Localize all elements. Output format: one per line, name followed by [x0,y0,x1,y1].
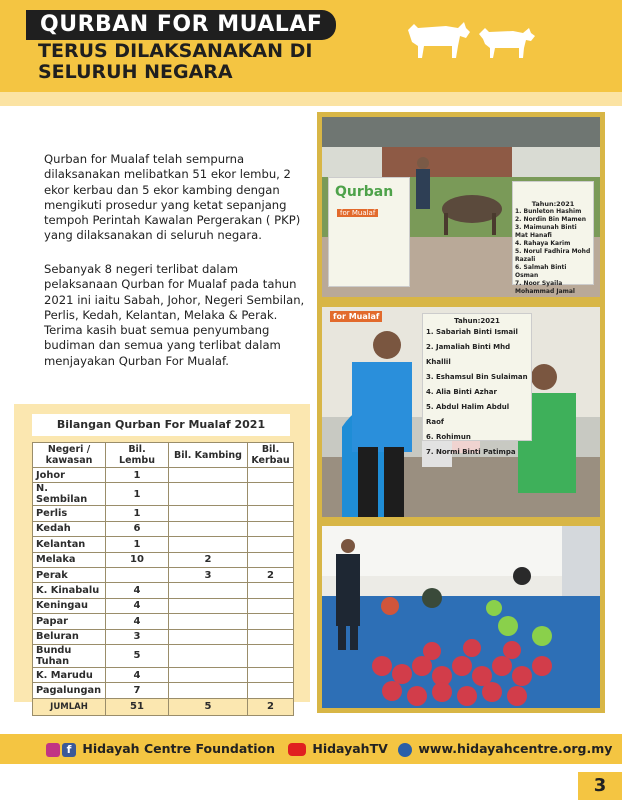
banner-brand: Qurban [335,184,394,200]
table-cell: 1 [106,506,169,521]
table-cell [248,644,294,667]
table-cell [169,468,248,483]
header-banner [0,0,622,92]
total-lembu: 51 [106,698,169,715]
col-header-kerbau: Bil. Kerbau [248,443,294,468]
footer-web[interactable] [398,740,612,758]
intro-paragraph: Qurban for Mualaf telah sempurna dilaksanakan melibatkan 51 ekor lembu, 2 ekor kerbau dan 5 ekor kambing dengan mengikuti prosedur yang ketat sepanjang tempoh Perintah Kawalan Pergerakan ( PKP) yang dilaksanakan di seluruh negara. [44,152,301,243]
table-row [33,552,294,567]
total-kerbau: 2 [248,698,294,715]
table-row [33,506,294,521]
board-name: 6. Rohimun [426,433,471,441]
table-cell [248,552,294,567]
table-cell: K. Marudu [33,667,106,682]
table-cell: 1 [106,537,169,552]
table-cell [169,683,248,698]
table-row [33,567,294,582]
col-header-kambing: Bil. Kambing [169,443,248,468]
footer-bar [0,734,622,764]
qurban-banner-left [328,177,410,287]
table-cell: Papar [33,614,106,629]
page-number: 3 [578,772,622,800]
table-cell: K. Kinabalu [33,583,106,598]
board-name: 1. Sabariah Binti Ismail [426,328,518,336]
footer-tv-label: HidayahTV [312,741,388,756]
table-cell [248,483,294,506]
cow-icon-small [475,22,537,60]
table-cell: Johor [33,468,106,483]
table-cell [248,614,294,629]
table-cell [248,537,294,552]
table-cell [169,483,248,506]
board-name: 7. Noor Syaila Mohammad Jamal [515,280,575,295]
board-name: 4. Alia Binti Azhar [426,388,497,396]
name-board-1 [512,181,594,295]
footer-tv[interactable] [288,740,388,758]
board-name: 1. Bunleton Hashim [515,208,582,215]
board-year: Tahun:2021 [531,200,575,208]
table-cell: 3 [106,629,169,644]
table-cell [106,567,169,582]
table-cell: N. Sembilan [33,483,106,506]
table-cell: 10 [106,552,169,567]
table-cell [169,614,248,629]
table-cell: Kedah [33,521,106,536]
table-row [33,629,294,644]
board-name: 5. Abdul Halim Abdul Raof [426,403,510,426]
table-row [33,483,294,506]
table-cell [169,667,248,682]
table-cell: 4 [106,614,169,629]
table-cell: 4 [106,667,169,682]
banner-sub-2: for Mualaf [330,311,382,322]
table-row [33,583,294,598]
col-header-state: Negeri / kawasan [33,443,106,468]
footer-web-label: www.hidayahcentre.org.my [418,741,613,756]
table-cell: Keningau [33,598,106,613]
table-cell: 1 [106,483,169,506]
table-cell: 4 [106,583,169,598]
board-year-2: Tahun:2021 [454,317,500,325]
instagram-icon [46,743,60,757]
board-name: 6. Salmah Binti Osman [515,264,567,279]
page-title: QURBAN FOR MUALAF [26,10,336,40]
youtube-icon [288,743,306,756]
table-row [33,667,294,682]
header-accent-band [0,92,622,106]
qurban-table [32,442,294,716]
photo-packing-scene [322,526,600,708]
total-label: JUMLAH [33,698,106,715]
table-cell: 6 [106,521,169,536]
table-cell [248,521,294,536]
col-header-lembu: Bil. Lembu [106,443,169,468]
states-paragraph: Sebanyak 8 negeri terlibat dalam pelaksanaan Qurban for Mualaf pada tahun 2021 ini iaitu Sabah, Johor, Negeri Sembilan, Perlis, Kedah, Kelantan, Melaka & Perak. Terima kasih buat semua penyumbang budiman dan semua yang terlibat dalam menjayakan Qurban For Mualaf. [44,262,305,368]
table-cell: Bundu Tuhan [33,644,106,667]
cow-icon [400,16,472,60]
table-cell [248,506,294,521]
table-row [33,598,294,613]
board-name: 5. Norul Fadhira Mohd Razali [515,248,591,263]
table-cell [169,583,248,598]
table-cell [169,506,248,521]
photo-cattle-poster [317,112,605,302]
table-cell: 4 [106,598,169,613]
table-cell [248,583,294,598]
table-total-row [33,698,294,715]
table-cell: 7 [106,683,169,698]
board-name: 2. Nordin Bin Mamen [515,216,586,223]
board-name: 2. Jamaliah Binti Mhd Khallil [426,343,511,366]
table-row [33,614,294,629]
total-kambing: 5 [169,698,248,715]
board-name: 4. Rahaya Karim [515,240,571,247]
table-cell [169,644,248,667]
board-name: 3. Maimunah Binti Mat Hanafi [515,224,577,239]
table-cell [248,683,294,698]
subtitle-line-2: SELURUH NEGARA [38,61,233,83]
table-cell: Perlis [33,506,106,521]
table-cell [169,598,248,613]
table-cell: Perak [33,567,106,582]
table-cell: 1 [106,468,169,483]
table-cell [248,468,294,483]
subtitle-line-1: TERUS DILAKSANAKAN DI [38,40,313,62]
table-cell: Melaka [33,552,106,567]
table-cell: Beluran [33,629,106,644]
photo-meat-packing [317,521,605,713]
photo-meat-handover [317,302,605,522]
table-row [33,644,294,667]
table-cell [169,629,248,644]
table-title: Bilangan Qurban For Mualaf 2021 [32,414,290,436]
table-row [33,468,294,483]
name-board-2 [422,313,532,456]
table-cell: 2 [248,567,294,582]
globe-icon [398,743,412,757]
table-cell: 2 [169,552,248,567]
banner-sub: for Mualaf [337,209,378,217]
facebook-icon: f [62,743,76,757]
table-row [33,683,294,698]
table-cell [248,667,294,682]
table-cell: 5 [106,644,169,667]
board-name: 3. Eshamsul Bin Sulaiman [426,373,528,381]
footer-org-label: Hidayah Centre Foundation [82,741,276,756]
table-cell: 3 [169,567,248,582]
table-row [33,537,294,552]
table-cell [248,598,294,613]
table-cell: Pagalungan [33,683,106,698]
table-cell [248,629,294,644]
table-cell: Kelantan [33,537,106,552]
table-header-row [33,443,294,468]
table-row [33,521,294,536]
board-name: 7. Normi Binti Patimpa [426,448,516,456]
table-cell [169,537,248,552]
footer-org[interactable] [46,740,275,758]
qurban-table-panel [14,404,310,713]
table-cell [169,521,248,536]
